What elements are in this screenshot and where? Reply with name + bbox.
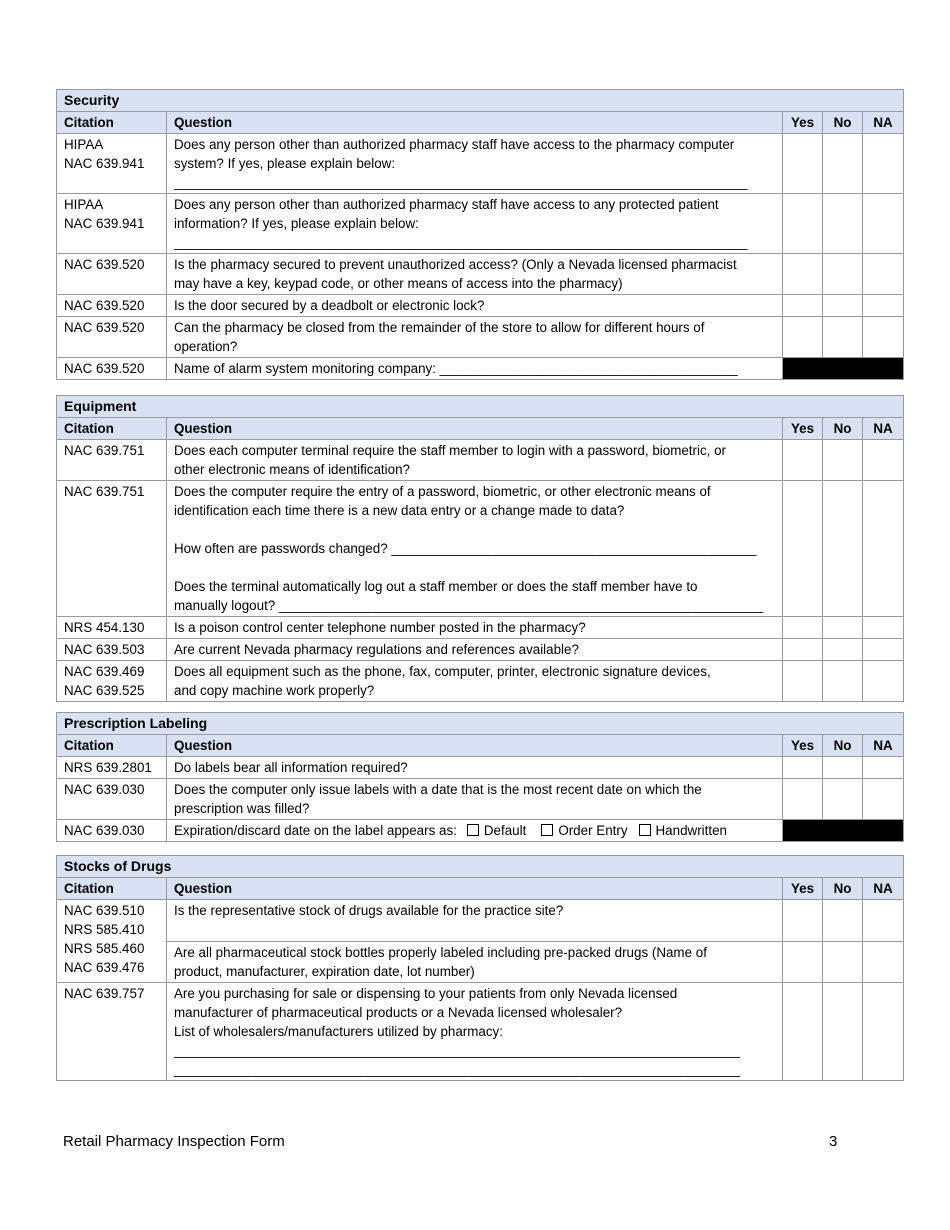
- na-cell[interactable]: [863, 194, 904, 254]
- question-text: may have a key, keypad code, or other means of access into the pharmacy): [174, 276, 623, 291]
- citation-text: HIPAA: [64, 197, 104, 212]
- section-title: Stocks of Drugs: [57, 856, 904, 878]
- question-cell: [167, 779, 783, 820]
- order-entry-checkbox[interactable]: [541, 824, 553, 836]
- na-header: NA: [863, 878, 904, 900]
- question-text: Does the computer require the entry of a password, biometric, or other electronic means of: [174, 484, 711, 499]
- equipment-table: [56, 395, 904, 702]
- question-cell: [167, 942, 783, 983]
- na-header: NA: [863, 418, 904, 440]
- citation-cell: NAC 639.503: [57, 639, 167, 661]
- question-text[interactable]: How often are passwords changed? _________________________________________________: [174, 541, 757, 556]
- question-cell: [167, 820, 783, 842]
- na-cell[interactable]: [863, 617, 904, 639]
- question-cell: Is the door secured by a deadbolt or electronic lock?: [167, 295, 783, 317]
- answer-line[interactable]: _____________________________________________________________________________: [174, 235, 748, 250]
- no-cell[interactable]: [823, 481, 863, 617]
- na-header: NA: [863, 112, 904, 134]
- table-row: [57, 942, 904, 983]
- citation-cell: NAC 639.520: [57, 254, 167, 295]
- yes-cell[interactable]: [783, 639, 823, 661]
- yes-cell[interactable]: [783, 134, 823, 194]
- no-header: No: [823, 735, 863, 757]
- citation-header: Citation: [57, 418, 167, 440]
- citation-text: NAC 639.941: [64, 216, 145, 231]
- citation-text: NAC 639.469: [64, 664, 145, 679]
- table-row: [57, 661, 904, 702]
- no-cell[interactable]: [823, 983, 863, 1081]
- section-title: Security: [57, 90, 904, 112]
- na-cell[interactable]: [863, 317, 904, 358]
- question-header: Question: [167, 735, 783, 757]
- citation-cell: [57, 194, 167, 254]
- no-cell[interactable]: [823, 440, 863, 481]
- yes-cell[interactable]: [783, 983, 823, 1081]
- question-cell: [167, 317, 783, 358]
- table-row: [57, 358, 904, 380]
- question-text: manufacturer of pharmaceutical products or a Nevada licensed wholesaler?: [174, 1005, 623, 1020]
- yes-cell[interactable]: [783, 317, 823, 358]
- answer-line[interactable]: _____________________________________________________________________________: [174, 175, 748, 190]
- question-cell: [167, 254, 783, 295]
- yes-cell[interactable]: [783, 617, 823, 639]
- answer-line[interactable]: ____________________________________________________________________________: [174, 1062, 740, 1077]
- citation-text: NRS 585.410: [64, 922, 145, 937]
- question-text: Does any person other than authorized pharmacy staff have access to any protected patient: [174, 197, 719, 212]
- footer-form-name: Retail Pharmacy Inspection Form: [63, 1133, 285, 1150]
- no-cell[interactable]: [823, 639, 863, 661]
- security-table: [56, 89, 904, 380]
- question-cell: Is the representative stock of drugs available for the practice site?: [167, 900, 783, 942]
- no-cell[interactable]: [823, 900, 863, 942]
- blacked-out-cell: [783, 820, 904, 842]
- question-cell: [167, 661, 783, 702]
- question-text: identification each time there is a new data entry or a change made to data?: [174, 503, 625, 518]
- yes-header: Yes: [783, 735, 823, 757]
- na-cell[interactable]: [863, 661, 904, 702]
- na-cell[interactable]: [863, 295, 904, 317]
- question-text: product, manufacturer, expiration date, lot number): [174, 964, 475, 979]
- no-cell[interactable]: [823, 617, 863, 639]
- question-text: Expiration/discard date on the label appears as:: [174, 823, 457, 838]
- answer-line[interactable]: ____________________________________________________________________________: [174, 1043, 740, 1058]
- citation-cell: NAC 639.751: [57, 481, 167, 617]
- citation-header: Citation: [57, 112, 167, 134]
- no-cell[interactable]: [823, 757, 863, 779]
- question-text: system? If yes, please explain below:: [174, 156, 396, 171]
- table-row: [57, 254, 904, 295]
- no-cell[interactable]: [823, 134, 863, 194]
- yes-header: Yes: [783, 112, 823, 134]
- question-cell: Do labels bear all information required?: [167, 757, 783, 779]
- table-row: [57, 779, 904, 820]
- question-header: Question: [167, 878, 783, 900]
- citation-cell: [57, 900, 167, 983]
- question-header: Question: [167, 112, 783, 134]
- question-cell: [167, 983, 783, 1081]
- column-header-row: [57, 735, 904, 757]
- no-cell[interactable]: [823, 254, 863, 295]
- citation-text: NAC 639.941: [64, 156, 145, 171]
- table-row: [57, 194, 904, 254]
- question-cell: [167, 481, 783, 617]
- question-cell: Are current Nevada pharmacy regulations and references available?: [167, 639, 783, 661]
- na-cell[interactable]: [863, 942, 904, 983]
- question-text: Does the terminal automatically log out a staff member or does the staff member have to: [174, 579, 698, 594]
- table-row: [57, 983, 904, 1081]
- no-header: No: [823, 418, 863, 440]
- order-entry-label: Order Entry: [558, 823, 628, 838]
- question-cell: [167, 440, 783, 481]
- question-cell: [167, 134, 783, 194]
- na-cell[interactable]: [863, 757, 904, 779]
- table-row: [57, 900, 904, 942]
- question-text: Does each computer terminal require the staff member to login with a password, biometric, or: [174, 443, 726, 458]
- handwritten-checkbox[interactable]: [639, 824, 651, 836]
- column-header-row: [57, 418, 904, 440]
- question-text: Is the pharmacy secured to prevent unauthorized access? (Only a Nevada licensed pharmacist: [174, 257, 737, 272]
- table-row: [57, 820, 904, 842]
- question-header: Question: [167, 418, 783, 440]
- yes-cell[interactable]: [783, 254, 823, 295]
- stocks-table: [56, 855, 904, 1081]
- table-row: [57, 757, 904, 779]
- question-cell: [167, 194, 783, 254]
- yes-cell[interactable]: [783, 900, 823, 942]
- question-text: and copy machine work properly?: [174, 683, 375, 698]
- na-cell[interactable]: [863, 481, 904, 617]
- table-row: [57, 317, 904, 358]
- question-text: Does any person other than authorized pharmacy staff have access to the pharmacy computer: [174, 137, 735, 152]
- citation-cell: NAC 639.030: [57, 820, 167, 842]
- section-title: Equipment: [57, 396, 904, 418]
- citation-text: NAC 639.510: [64, 903, 145, 918]
- citation-cell: NAC 639.030: [57, 779, 167, 820]
- citation-cell: NRS 639.2801: [57, 757, 167, 779]
- table-row: [57, 134, 904, 194]
- na-cell[interactable]: [863, 779, 904, 820]
- citation-cell: NRS 454.130: [57, 617, 167, 639]
- citation-header: Citation: [57, 735, 167, 757]
- na-cell[interactable]: [863, 134, 904, 194]
- yes-header: Yes: [783, 418, 823, 440]
- column-header-row: [57, 878, 904, 900]
- question-text: prescription was filled?: [174, 801, 310, 816]
- yes-cell[interactable]: [783, 440, 823, 481]
- table-row: [57, 639, 904, 661]
- spacer: [174, 520, 775, 539]
- yes-header: Yes: [783, 878, 823, 900]
- table-row: [57, 295, 904, 317]
- question-text: Does all equipment such as the phone, fax, computer, printer, electronic signature devices,: [174, 664, 711, 679]
- na-cell[interactable]: [863, 639, 904, 661]
- question-cell: Is a poison control center telephone number posted in the pharmacy?: [167, 617, 783, 639]
- question-text: operation?: [174, 339, 238, 354]
- citation-text: NAC 639.476: [64, 960, 145, 975]
- blacked-out-cell: [783, 358, 904, 380]
- footer-page-number: 3: [829, 1133, 838, 1150]
- citation-text: HIPAA: [64, 137, 104, 152]
- section-title: Prescription Labeling: [57, 713, 904, 735]
- yes-cell[interactable]: [783, 757, 823, 779]
- yes-cell[interactable]: [783, 194, 823, 254]
- yes-cell[interactable]: [783, 661, 823, 702]
- question-text: Does the computer only issue labels with a date that is the most recent date on which the: [174, 782, 702, 797]
- citation-cell: [57, 661, 167, 702]
- no-cell[interactable]: [823, 295, 863, 317]
- question-text: List of wholesalers/manufacturers utilized by pharmacy:: [174, 1024, 503, 1039]
- default-label: Default: [483, 823, 527, 838]
- na-cell[interactable]: [863, 983, 904, 1081]
- citation-cell: NAC 639.757: [57, 983, 167, 1081]
- citation-cell: NAC 639.751: [57, 440, 167, 481]
- question-cell[interactable]: Name of alarm system monitoring company: ________________________________________: [167, 358, 783, 380]
- no-cell[interactable]: [823, 194, 863, 254]
- no-cell[interactable]: [823, 779, 863, 820]
- yes-cell[interactable]: [783, 942, 823, 983]
- yes-cell[interactable]: [783, 481, 823, 617]
- question-text: other electronic means of identification?: [174, 462, 410, 477]
- na-header: NA: [863, 735, 904, 757]
- question-text[interactable]: manually logout? _________________________________________________________________: [174, 598, 764, 613]
- citation-text: NRS 585.460: [64, 941, 145, 956]
- citation-text: NAC 639.525: [64, 683, 145, 698]
- spacer: [174, 558, 775, 577]
- table-row: [57, 481, 904, 617]
- citation-header: Citation: [57, 878, 167, 900]
- yes-cell[interactable]: [783, 295, 823, 317]
- citation-cell: NAC 639.520: [57, 358, 167, 380]
- na-cell[interactable]: [863, 440, 904, 481]
- question-text: Can the pharmacy be closed from the remainder of the store to allow for different hours of: [174, 320, 705, 335]
- no-cell[interactable]: [823, 661, 863, 702]
- no-cell[interactable]: [823, 942, 863, 983]
- question-text: Are you purchasing for sale or dispensing to your patients from only Nevada licensed: [174, 986, 678, 1001]
- no-header: No: [823, 112, 863, 134]
- no-header: No: [823, 878, 863, 900]
- handwritten-label: Handwritten: [655, 823, 727, 838]
- question-text: information? If yes, please explain below:: [174, 216, 419, 231]
- citation-cell: NAC 639.520: [57, 317, 167, 358]
- question-text: Are all pharmaceutical stock bottles properly labeled including pre-packed drugs (Name of: [174, 945, 707, 960]
- default-checkbox[interactable]: [467, 824, 479, 836]
- column-header-row: [57, 112, 904, 134]
- question-row: [174, 821, 775, 840]
- table-row: [57, 617, 904, 639]
- na-cell[interactable]: [863, 900, 904, 942]
- citation-cell: [57, 134, 167, 194]
- no-cell[interactable]: [823, 317, 863, 358]
- citation-cell: NAC 639.520: [57, 295, 167, 317]
- table-row: [57, 440, 904, 481]
- labeling-table: [56, 712, 904, 842]
- na-cell[interactable]: [863, 254, 904, 295]
- yes-cell[interactable]: [783, 779, 823, 820]
